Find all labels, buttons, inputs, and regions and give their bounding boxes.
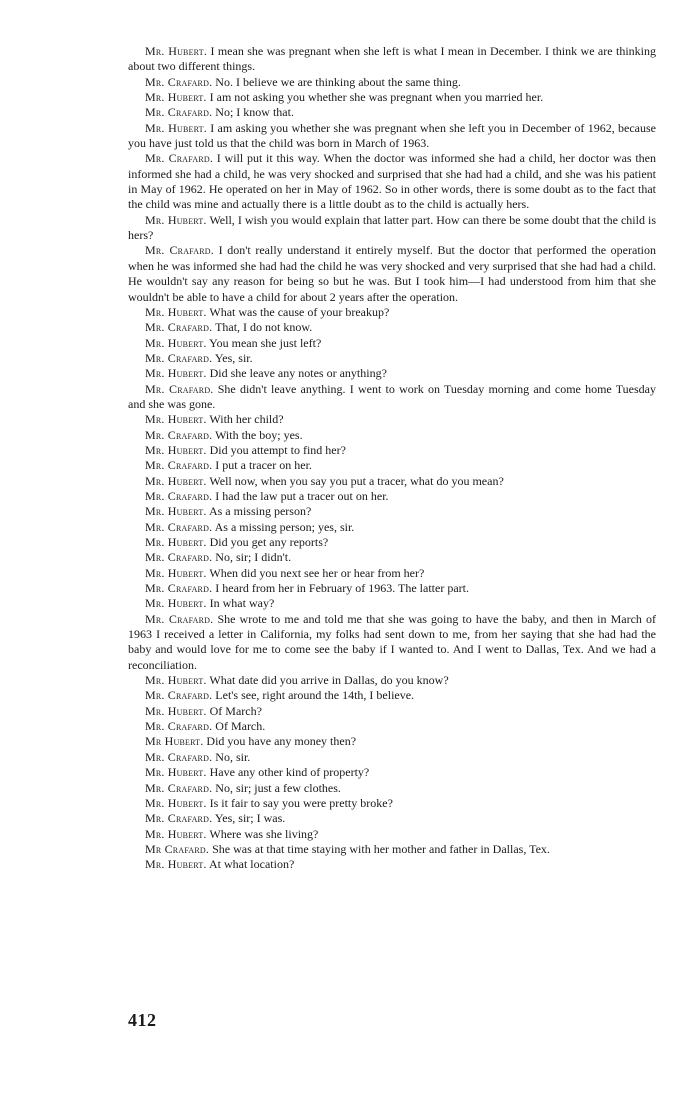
statement-text: I had the law put a tracer out on her.	[212, 488, 389, 503]
testimony-line	[128, 704, 656, 719]
testimony-line	[128, 796, 656, 811]
speaker-name: Mr. Crafard.	[145, 74, 213, 89]
speaker-name: Mr. Crafard.	[145, 811, 213, 826]
speaker-name: Mr Crafard.	[145, 841, 210, 856]
speaker-name: Mr. Hubert.	[145, 857, 207, 872]
testimony-line	[128, 428, 656, 443]
speaker-name: Mr. Hubert.	[145, 535, 207, 549]
statement-text: What date did you arrive in Dallas, do you know?	[206, 673, 449, 688]
statement-text: When did you next see her or hear from her?	[206, 565, 425, 580]
statement-text: That, I do not know.	[212, 320, 313, 335]
speaker-name: Mr. Hubert.	[145, 212, 207, 227]
speaker-name: Mr. Crafard.	[145, 581, 213, 596]
testimony-line	[128, 412, 656, 427]
statement-text: Did she leave any notes or anything?	[206, 366, 387, 381]
statement-text: Yes, sir; I was.	[212, 811, 286, 826]
statement-text: Of March.	[212, 719, 266, 734]
testimony-line	[128, 320, 656, 335]
statement-text: No, sir.	[212, 749, 251, 764]
testimony-line	[128, 504, 656, 519]
speaker-name: Mr. Hubert.	[145, 44, 208, 58]
speaker-name: Mr. Hubert.	[145, 565, 207, 580]
testimony-line	[128, 734, 656, 749]
statement-text: In what way?	[206, 596, 275, 611]
testimony-line	[128, 520, 656, 535]
statement-text: She was at that time staying with her mother and father in Dallas, Tex.	[209, 841, 550, 856]
statement-text: No, sir; just a few clothes.	[212, 780, 341, 795]
speaker-name: Mr. Hubert.	[145, 795, 207, 810]
speaker-name: Mr. Hubert.	[145, 366, 207, 381]
testimony-line	[128, 44, 656, 75]
statement-text: No, sir; I didn't.	[212, 550, 292, 565]
testimony-line	[128, 351, 656, 366]
page-number: 412	[128, 1010, 157, 1030]
testimony-line	[128, 382, 656, 413]
testimony-line	[128, 719, 656, 734]
testimony-line	[128, 566, 656, 581]
speaker-name: Mr. Crafard.	[145, 611, 214, 626]
statement-text: Did you have any money then?	[203, 734, 357, 749]
speaker-name: Mr. Crafard.	[145, 320, 213, 335]
speaker-name: Mr. Crafard.	[145, 719, 213, 734]
testimony-line	[128, 105, 656, 120]
statement-text: I will put it this way. When the doctor was informed she had a child, her doctor was then informed she had a child, he was very shocked and surprised that she had had a child, and she was his patient in May of 1962. He operated on her in May of 1962. So in other words, there is some doubt as to the fact that the child was mine and actually there is a little doubt as to the child is actually hers.	[128, 151, 656, 212]
statement-text: Well, I wish you would explain that latter part. How can there be some doubt that the child is hers?	[128, 212, 656, 243]
speaker-name: Mr. Hubert.	[145, 826, 207, 841]
testimony-line	[128, 213, 656, 244]
testimony-line	[128, 842, 656, 857]
testimony-line	[128, 550, 656, 565]
testimony-line	[128, 596, 656, 611]
testimony-line	[128, 243, 656, 304]
speaker-name: Mr. Hubert.	[145, 442, 207, 457]
testimony-line	[128, 857, 656, 872]
testimony-line	[128, 75, 656, 90]
statement-text: You mean she just left?	[206, 335, 322, 350]
testimony-line	[128, 673, 656, 688]
speaker-name: Mr. Crafard.	[145, 780, 213, 795]
speaker-name: Mr. Hubert.	[145, 335, 207, 350]
speaker-name: Mr. Hubert.	[145, 673, 207, 688]
testimony-line	[128, 811, 656, 826]
testimony-line	[128, 612, 656, 673]
statement-text: I don't really understand it entirely myself. But the doctor that performed the operation when he was informed she had had the child he was very shocked and very surprised that she had had a child. He wouldn't say any reason for being so but he was. But I took him—I had understood from him that she wouldn't be able to have a child for about 2 years after the operation.	[128, 243, 656, 304]
statement-text: She didn't leave anything. I went to work on Tuesday morning and come home Tuesday and she was gone.	[128, 381, 656, 411]
statement-text: She wrote to me and told me that she was going to have the baby, and then in March of 1963 I received a letter in California, my folks had sent down to me, from her saying that she had had the baby and would love for me to come see the baby if I wanted to. And I went to Dallas, Tex. And we had a reconciliation.	[128, 611, 656, 672]
statement-text: I heard from her in February of 1963. The latter part.	[212, 581, 469, 596]
speaker-name: Mr Hubert.	[145, 734, 204, 749]
statement-text: No; I know that.	[212, 105, 294, 120]
speaker-name: Mr. Hubert.	[145, 703, 207, 718]
speaker-name: Mr. Hubert.	[145, 412, 207, 427]
statement-text: With the boy; yes.	[212, 427, 303, 442]
testimony-line	[128, 366, 656, 381]
statement-text: I am not asking you whether she was pregnant when you married her.	[206, 90, 544, 105]
testimony-line	[128, 121, 656, 152]
speaker-name: Mr. Crafard.	[145, 488, 213, 503]
statement-text: I am asking you whether she was pregnant when she left you in December of 1962, because you have just told us that the child was born in March of 1963.	[128, 120, 656, 151]
speaker-name: Mr. Crafard.	[145, 151, 214, 166]
statement-text: No. I believe we are thinking about the same thing.	[212, 74, 461, 89]
speaker-name: Mr. Hubert.	[145, 90, 207, 105]
statement-text: With her child?	[206, 412, 284, 427]
testimony-line	[128, 458, 656, 473]
testimony-line	[128, 474, 656, 489]
testimony-line	[128, 781, 656, 796]
statement-text: Where was she living?	[206, 826, 319, 841]
statement-text: As a missing person; yes, sir.	[212, 519, 355, 534]
speaker-name: Mr. Hubert.	[145, 765, 207, 780]
statement-text: Yes, sir.	[212, 350, 253, 365]
testimony-line	[128, 688, 656, 703]
testimony-line	[128, 489, 656, 504]
speaker-name: Mr. Crafard.	[145, 105, 213, 120]
speaker-name: Mr. Crafard.	[145, 458, 213, 473]
statement-text: I mean she was pregnant when she left is what I mean in December. I think we are thinking about two different things.	[128, 44, 656, 74]
testimony-line	[128, 750, 656, 765]
statement-text: Did you get any reports?	[206, 535, 329, 549]
speaker-name: Mr. Crafard.	[145, 381, 214, 396]
speaker-name: Mr. Crafard.	[145, 688, 213, 703]
speaker-name: Mr. Hubert.	[145, 504, 207, 519]
testimony-line	[128, 151, 656, 212]
statement-text: As a missing person?	[206, 504, 312, 519]
speaker-name: Mr. Hubert.	[145, 473, 207, 488]
speaker-name: Mr. Crafard.	[145, 550, 213, 565]
testimony-line	[128, 827, 656, 842]
testimony-line	[128, 90, 656, 105]
speaker-name: Mr. Hubert.	[145, 120, 207, 135]
testimony-line	[128, 336, 656, 351]
speaker-name: Mr. Hubert.	[145, 596, 207, 611]
testimony-line	[128, 535, 656, 550]
statement-text: Did you attempt to find her?	[206, 442, 346, 457]
statement-text: Have any other kind of property?	[206, 765, 370, 780]
speaker-name: Mr. Crafard.	[145, 427, 213, 442]
statement-text: Is it fair to say you were pretty broke?	[206, 795, 393, 810]
testimony-transcript	[128, 44, 656, 873]
testimony-line	[128, 305, 656, 320]
statement-text: At what location?	[206, 857, 295, 872]
statement-text: Of March?	[206, 703, 262, 718]
testimony-line	[128, 581, 656, 596]
testimony-line	[128, 443, 656, 458]
speaker-name: Mr. Crafard.	[145, 749, 213, 764]
statement-text: Let's see, right around the 14th, I believe.	[212, 688, 415, 703]
testimony-line	[128, 765, 656, 780]
statement-text: I put a tracer on her.	[212, 458, 312, 473]
statement-text: Well now, when you say you put a tracer, what do you mean?	[206, 473, 504, 488]
statement-text: What was the cause of your breakup?	[206, 304, 390, 319]
speaker-name: Mr. Crafard.	[145, 519, 213, 534]
speaker-name: Mr. Hubert.	[145, 304, 207, 319]
speaker-name: Mr. Crafard.	[145, 243, 214, 258]
speaker-name: Mr. Crafard.	[145, 350, 213, 365]
